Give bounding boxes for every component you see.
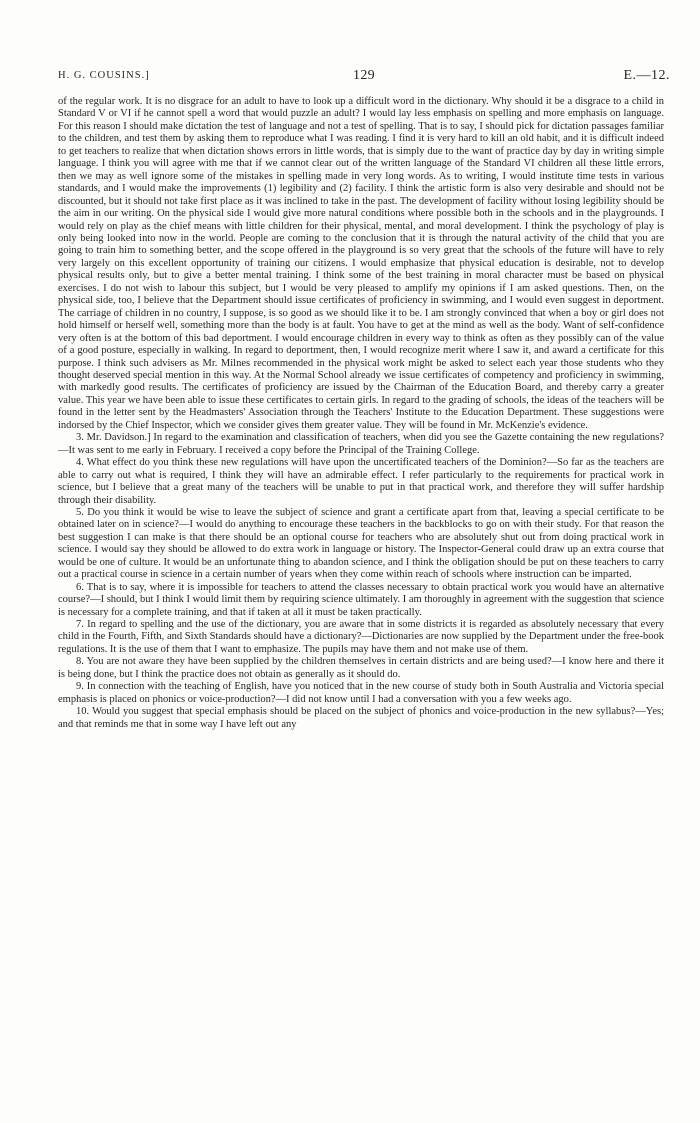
paragraph-continuation: of the regular work. It is no disgrace for an adult to have to look up a difficult word in the dictionary. Why should it be a disgrace to a child in Standard V or VI if he cannot spell a word that would puzzle an adult? I would lay less emphasis on spelling and more emphasis on language. For this reason I should make dictation the test of language and not a test of spelling. That is to say, I should pick for dictation passages familiar to the children, and test them by asking them to reproduce what I was reading. I find it is very hard to kill an old habit, and it is difficult indeed to get teachers to realize that when dictation shows errors in little words, that is simply due to the want of practice day by day in writing simple language. I think you will agree with me that if we cannot clear out of the written language of the Standard VI children all these little errors, then we may as well ignore some of the mistakes in spelling made in very long words. As to writing, I would institute time tests in various standards, and I would make the improvements (1) legibility and (2) facility. I think the artistic form is also very desirable and should not be discounted, but it should not take first place as it was inclined to take in the past. The development of facility without losing legibility should be the aim in our writing. On the physical side I would give more natural conditions where possible both in the schools and in the playgrounds. I would rely on play as the chief means with little children for their physical, mental, and moral development. I think the psychology of play is only being looked into now in the world. People are coming to the conclusion that it is through the natural activity of the child that you are going to train him to something better, and the scope offered in the playground is so very great that the schools of the future will have to rely very largely on this excellent opportunity of training our citizens. I would emphasize that physical education is desirable, not to develop physical results only, but to give a better mental training. I think some of the best training in moral character must be based on physical exercises. I do not wish to labour this subject, but I would be very pleased to amplify my opinions if I am asked questions. Then, on the physical side, too, I believe that the Department should issue certificates of proficiency in swimming, and I would even suggest in deportment. The carriage of children in no country, I suppose, is so good as we should like it to be. I am strongly convinced that when a boy or girl does not hold himself or herself well, something more than the body is at fault. You have to get at the mind as well as the body. Want of self-confidence very often is at the bottom of this bad deportment. I would encourage children in every way to think as often as they possibly can of the value of a good posture, especially in walking. In regard to deportment, then, I would recognize merit where I saw it, and award a certificate for this purpose. I think such advisers as Mr. Milnes recommended in the physical work might be asked to select each year those students who they thought deserved special mention in this way. At the Normal School already we issue certificates of competency and proficiency in swimming, with markedly good results. The certificates of proficiency are issued by the Chairman of the Education Board, and thereby carry a greater value. This year we have been able to issue these certificates to certain girls. In regard to the grading of schools, the ideas of the teachers will be found in the letter sent by the Headmasters' Association through the Teachers' Institute to the Education Department. These suggestions were indorsed by the Chief Inspector, which we consider gives them greater value. They will be found in Mr. McKenzie's evidence. bbox=[58, 96, 664, 431]
evidence-text bbox=[58, 96, 664, 731]
page-number: 129 bbox=[353, 68, 375, 83]
paragraph-question-5: 5. Do you think it would be wise to leave the subject of science and grant a certificate apart from that, leaving a special certificate to be obtained later on in science?—I would do anything to encourage these teachers in the backblocks to go on with their study. For that reason the best suggestion I can make is that there should be an optional course for teachers who are absolutely shut out from doing practical work in science. I would say they should be allowed to do extra work in language or history. The Inspector-General could draw up an extra course that would be one of culture. It would be an unfortunate thing to abandon science, and I think the obligation should be put on these teachers to carry out a practical course in science in a certain number of years when they come within reach of schools where instruction can be imparted. bbox=[58, 506, 664, 581]
paragraph-question-7: 7. In regard to spelling and the use of the dictionary, you are aware that in some districts it is regarded as absolutely necessary that every child in the Fourth, Fifth, and Sixth Standards should have a dictionary?—Dictionaries are now supplied by the Department under the free-book regulations. It is the use of them that I want to emphasize. The pupils may have them and not make use of them. bbox=[58, 619, 664, 655]
page-header bbox=[58, 68, 670, 88]
paragraph-question-8: 8. You are not aware they have been supplied by the children themselves in certain districts and are being used?—I know here and there it is being done, but I think the practice does not obtain as generally as it should do. bbox=[58, 656, 664, 680]
paragraph-question-4: 4. What effect do you think these new regulations will have upon the uncertificated teachers of the Dominion?—So far as the teachers are able to carry out what is required, I think they will have an admirable effect. I refer particularly to the requirements for practical work in science, but I believe that a great many of the teachers will be unable to put in that practical work, and therefore they will suffer hardship through their disability. bbox=[58, 457, 664, 506]
paragraph-question-6: 6. That is to say, where it is impossible for teachers to attend the classes necessary to obtain practical work you would have an alternative course?—I should, but I think I would limit them by requiring science ultimately. I am thoroughly in agreement with the suggestion that science is necessary for a complete training, and that if taken at all it must be taken practically. bbox=[58, 581, 664, 618]
paragraph-question-10: 10. Would you suggest that special emphasis should be placed on the subject of phonics and voice-production in the new syllabus?—Yes; and that reminds me that in some way I have left out any bbox=[58, 706, 664, 730]
document-code: E.—12. bbox=[623, 68, 670, 83]
header-witness-name: H. G. COUSINS.] bbox=[58, 70, 150, 81]
paragraph-question-3: 3. Mr. Davidson.] In regard to the examination and classification of teachers, when did you see the Gazette containing the new regulations?—It was sent to me early in February. I received a copy before the Principal of the Training College. bbox=[58, 432, 664, 456]
paragraph-question-9: 9. In connection with the teaching of English, have you noticed that in the new course of study both in South Australia and Victoria special emphasis is placed on phonics or voice-production?—I did not know until I had a conversation with you a few weeks ago. bbox=[58, 681, 664, 705]
